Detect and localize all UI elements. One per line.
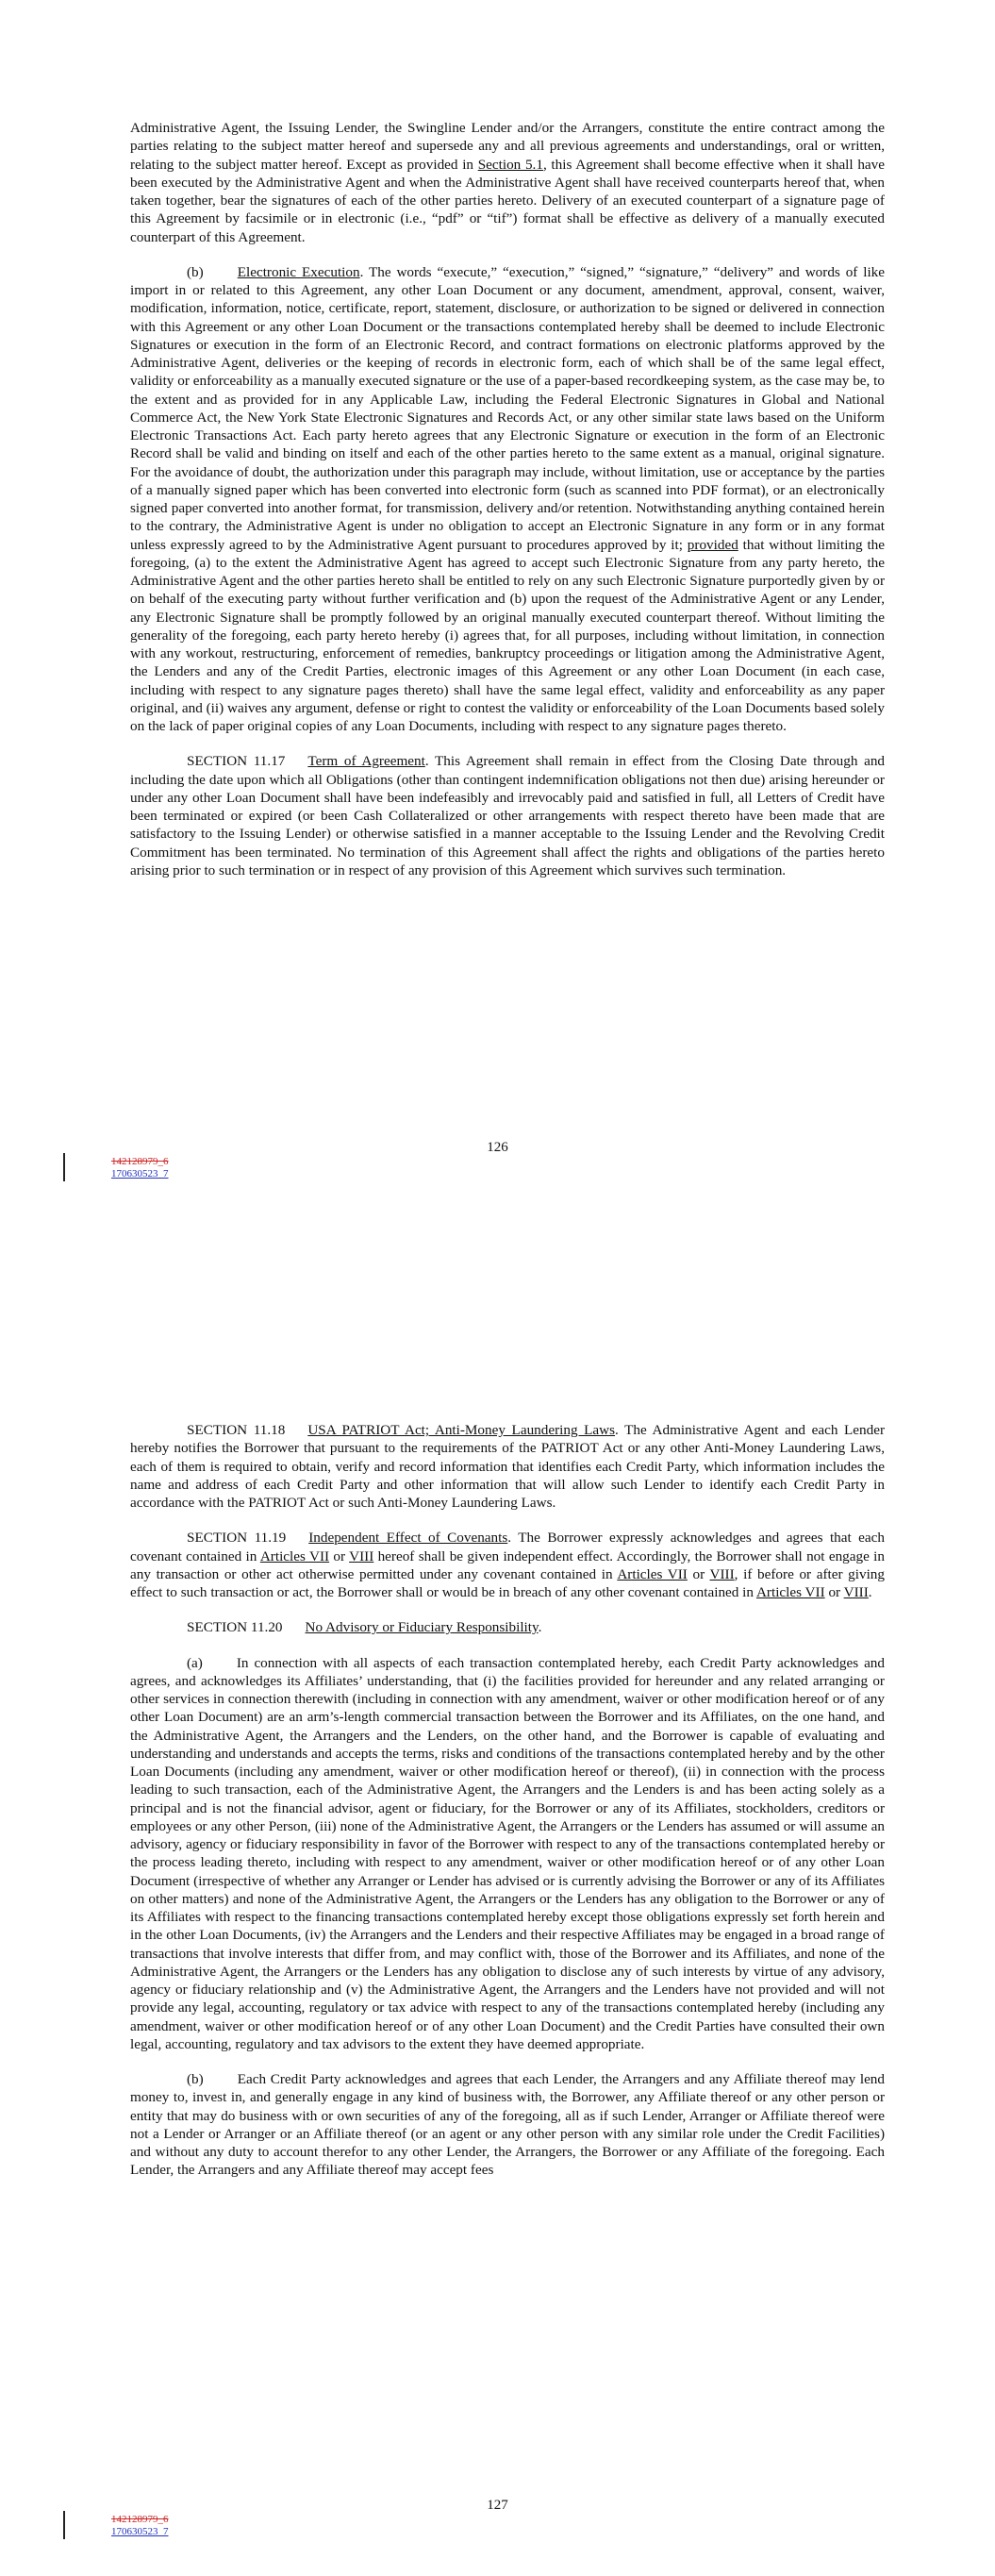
section-11-17: SECTION 11.17 Term of Agreement. This Agreement shall remain in effect from the Closing Date through and including the date upon which all Obligations (other than contingent indemnification obligations not then due) arising hereunder or under any other Loan Document shall have been indefeasibly and irrevocably paid and satisfied in full, all Letters of Credit have been terminated or expired (or been Cash Collateralized or other arrangements with respect thereto have been made that are satisfactory to the Issuing Lender) or otherwise satisfied in a manner acceptable to the Issuing Lender and the Revolving Credit Commitment has been terminated. No termination of this Agreement shall affect the rights and obligations of the parties hereto arising prior to such termination or in respect of any provision of this Agreement which survives such termination. <box>130 753 886 878</box>
section-11-20-heading: SECTION 11.20 No Advisory or Fiduciary Responsibility. <box>187 1619 542 1636</box>
document-id-inserted: 170630523_7 <box>111 1168 169 1179</box>
heading-no-advisory: No Advisory or Fiduciary Responsibility <box>305 1619 539 1636</box>
paragraph-integration: Administrative Agent, the Issuing Lender, the Swingline Lender and/or the Arrangers, constitute the entire contract among the parties relating to the subject matter hereof and supersede any and all previous agreements and understandings, oral or written, relating to the subject matter hereof. Except as provided in Section 5.1, this Agreement shall become effective when it shall have been executed by the Administrative Agent and when the Administrative Agent shall have received counterparts hereof that, when taken together, bear the signatures of each of the other parties hereto. Delivery of an executed counterpart of a signature page of this Agreement by facsimile or in electronic (i.e., “pdf” or “tif”) format shall be effective as delivery of a manually executed counterpart of this Agreement. <box>130 120 885 245</box>
heading-independent-effect: Independent Effect of Covenants <box>308 1530 508 1547</box>
section-11-19: SECTION 11.19 Independent Effect of Covenants. The Borrower expressly acknowledges and agrees that each covenant contained in Articles VII or VIII hereof shall be given independent effect. Accordingly, the Borrower shall not engage in any transaction or other act otherwise permitted under any covenant contained in Articles VII or VIII, if before or after giving effect to such transaction or act, the Borrower shall or would be in breach of any other covenant contained in Articles VII or VIII. <box>130 1530 885 1600</box>
heading-electronic-execution: Electronic Execution <box>237 263 360 280</box>
document-id-deleted: 142128979_6 <box>111 2514 169 2525</box>
document-page-127 <box>0 1288 995 2576</box>
page-body <box>130 1421 885 2197</box>
heading-term-of-agreement: Term of Agreement <box>307 753 425 770</box>
provided-term: provided <box>687 536 738 553</box>
page-number: 126 <box>487 1140 508 1155</box>
document-id <box>111 2514 169 2538</box>
change-bar <box>63 1153 65 1181</box>
section-11-18: SECTION 11.18 USA PATRIOT Act; Anti-Money Laundering Laws. The Administrative Agent and each Lender hereby notifies the Borrower that pursuant to the requirements of the PATRIOT Act or any other Anti-Money Laundering Laws, each of them is required to obtain, verify and record information that identifies each Credit Party, which information includes the name and address of each Credit Party and other information that will allow such Lender to identify each Credit Party in accordance with the PATRIOT Act or such Anti-Money Laundering Laws. <box>130 1422 886 1511</box>
document-id <box>111 1156 169 1180</box>
paragraph-11-20-b: (b) Each Credit Party acknowledges and agrees that each Lender, the Arrangers and any Affiliate thereof may lend money to, invest in, and generally engage in any kind of business with, the Borrower, any Affiliate thereof or any other person or entity that may do business with or own securities of any of the foregoing, all as if such Lender, Arranger or Affiliate thereof were not a Lender or Arranger or an Affiliate thereof (or an agent or any other person with any similar role under the Credit Facilities) and without any duty to account therefor to any other Lender, the Arrangers, the Borrower or any Affiliate of the foregoing. Each Lender, the Arrangers and any Affiliate thereof may accept fees <box>130 2071 885 2179</box>
page-body <box>130 119 885 896</box>
paragraph-11-20-a: (a) In connection with all aspects of each transaction contemplated hereby, each Credit Party acknowledges and agrees, and acknowledges its Affiliates’ understanding, that (i) the facilities provided for hereunder and any related arranging or other services in connection therewith (including in connection with any amendment, waiver or other modification hereof or of any other Loan Document) are an arm’s-length commercial transaction between the Borrower and its Affiliates, on the one hand, and the Administrative Agent, the Arrangers and the Lenders, on the other hand, and the Borrower is capable of evaluating and understanding and understands and accepts the terms, risks and conditions of the transactions contemplated hereby and by the other Loan Documents (including any amendment, waiver or other modification hereof or thereof), (ii) in connection with the process leading to such transaction, each of the Administrative Agent, the Arrangers and the Lenders is and has been acting solely as a principal and is not the financial advisor, agent or fiduciary, for the Borrower or any of its Affiliates, stockholders, creditors or employees or any other Person, (iii) none of the Administrative Agent, the Arrangers or the Lenders has assumed or will assume an advisory, agency or fiduciary responsibility in favor of the Borrower with respect to any of the transactions contemplated hereby or the process leading thereto, including with respect to any amendment, waiver or other modification hereof or of any other Loan Document (irrespective of whether any Arranger or Lender has advised or is currently advising the Borrower or any of its Affiliates on other matters) and none of the Administrative Agent, the Arrangers or the Lenders has any obligation to the Borrower or any of its Affiliates with respect to the financing transactions contemplated hereby except those obligations expressly set forth herein and in the other Loan Documents, (iv) the Arrangers and the Lenders and their respective Affiliates may be engaged in a broad range of transactions that involve interests that differ from, and may conflict with, those of the Borrower and its Affiliates, and none of the Administrative Agent, the Arrangers or the Lenders has any obligation to disclose any of such interests by virtue of any advisory, agency or fiduciary relationship and (v) the Administrative Agent, the Arrangers and the Lenders have not provided and will not provide any legal, accounting, regulatory or tax advice with respect to any of the transactions contemplated hereby (including any amendment, waiver or other modification hereof or of any other Loan Document) and the Credit Parties have consulted their own legal, accounting, regulatory and tax advisors to the extent they have deemed appropriate. <box>130 1654 885 2052</box>
change-bar <box>63 2511 65 2539</box>
section-5-1-reference: Section 5.1 <box>477 156 543 173</box>
document-id-inserted: 170630523_7 <box>111 2526 169 2537</box>
document-id-deleted: 142128979_6 <box>111 1156 169 1167</box>
paragraph-electronic-execution: (b) Electronic Execution. The words “execute,” “execution,” “signed,” “signature,” “delivery” and words of like import in or related to this Agreement, any other Loan Document or any document, amendment, approval, consent, waiver, modification, information, notice, certificate, report, statement, disclosure, or authorization to be signed or delivered in connection with this Agreement or any other Loan Document or the transactions contemplated hereby shall be deemed to include Electronic Signatures or execution in the form of an Electronic Record, and contract formations on electronic platforms approved by the Administrative Agent, deliveries or the keeping of records in electronic form, each of which shall be of the same legal effect, validity or enforceability as a manually executed signature or the use of a paper-based recordkeeping system, as the case may be, to the extent and as provided for in any Applicable Law, including the Federal Electronic Signatures in Global and National Commerce Act, the New York State Electronic Signatures and Records Act, or any other similar state laws based on the Uniform Electronic Transactions Act. Each party hereto agrees that any Electronic Signature or execution in the form of an Electronic Record shall be valid and binding on itself and each of the other parties hereto to the same extent as a manual, original signature. For the avoidance of doubt, the authorization under this paragraph may include, without limitation, use or acceptance by the parties of a manually signed paper which has been converted into electronic form (such as scanned into PDF format), or an electronically signed paper converted into another format, for transmission, delivery and/or retention. Notwithstanding anything contained herein to the contrary, the Administrative Agent is under no obligation to accept an Electronic Signature in any form or in any format unless expressly agreed to by the Administrative Agent pursuant to procedures approved by it; provided that without limiting the foregoing, (a) to the extent the Administrative Agent has agreed to accept such Electronic Signature from any party hereto, the Administrative Agent and the other parties hereto shall be entitled to rely on any such Electronic Signature purportedly given by or on behalf of the executing party without further verification and (b) upon the request of the Administrative Agent or any Lender, any Electronic Signature shall be promptly followed by an original manually executed counterpart thereof. Without limiting the generality of the foregoing, each party hereto hereby (i) agrees that, for all purposes, including without limitation, in connection with any workout, restructuring, enforcement of remedies, bankruptcy proceedings or litigation among the Administrative Agent, the Lenders and any of the Credit Parties, electronic images of this Agreement or any other Loan Document (in each case, including with respect to any signature pages thereto) shall have the same legal effect, validity and enforceability as any paper original, and (ii) waives any argument, defense or right to contest the validity or enforceability of the Loan Documents based solely on the lack of paper original copies of any Loan Documents, including with respect to any signature pages thereto. <box>130 263 885 734</box>
page-number: 127 <box>487 2498 508 2513</box>
heading-patriot-act: USA PATRIOT Act; Anti-Money Laundering Laws <box>307 1422 616 1438</box>
